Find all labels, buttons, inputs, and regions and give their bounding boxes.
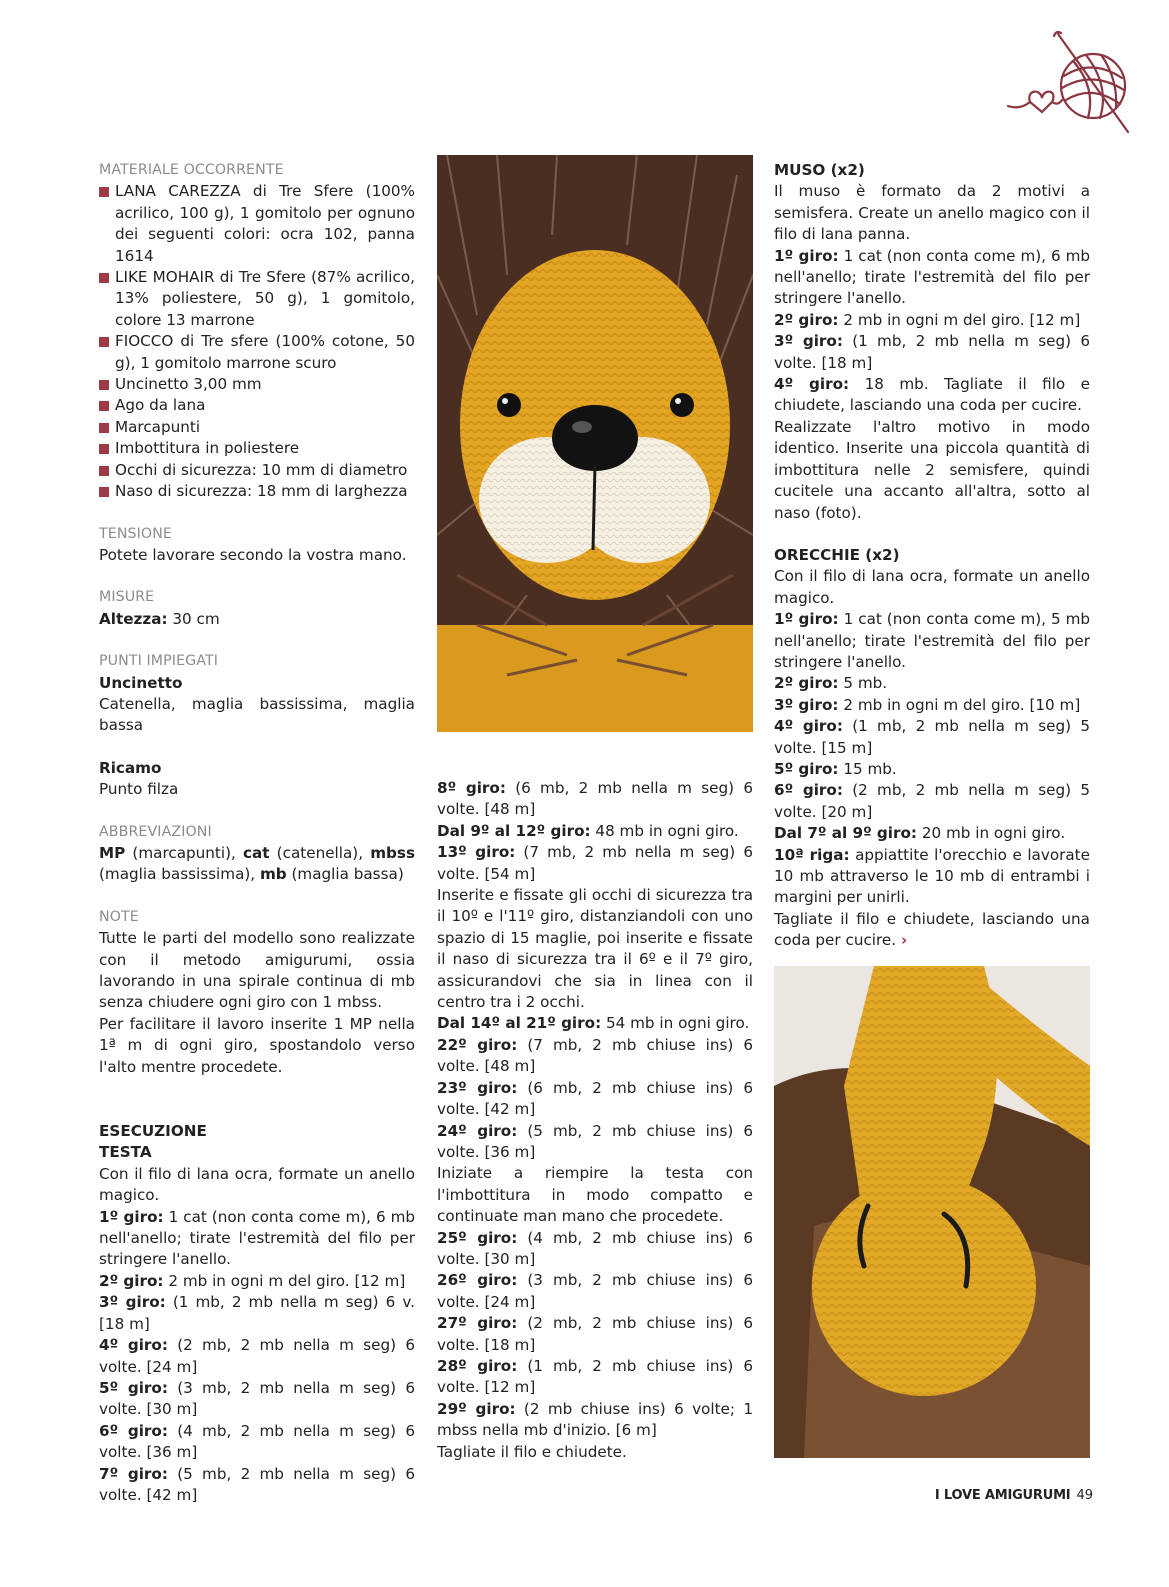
abbr-key: mbss (370, 843, 415, 862)
instruction-row (99, 1207, 415, 1271)
tension-heading: TENSIONE (99, 525, 172, 542)
row-label: 5º giro: (774, 759, 839, 778)
abbreviations-heading: ABBREVIAZIONI (99, 823, 212, 840)
row-text: (1 mb, 2 mb nella m seg) 5 volte. [15 m] (774, 717, 1090, 757)
row-text: (6 mb, 2 mb nella m seg) 6 volte. [48 m] (437, 779, 753, 819)
row-text: 1 cat (non conta come m), 6 mb nell'anello; tirate l'estremità del filo per stringere l'anello. (99, 1207, 416, 1269)
row-text: 2 mb in ogni m del giro. [10 m] (838, 695, 1081, 714)
row-text: (5 mb, 2 mb chiuse ins) 6 volte. [36 m] (437, 1121, 754, 1161)
instruction-row (774, 609, 1090, 673)
abbr-value: (catenella), (269, 843, 371, 862)
instruction-row (437, 1228, 753, 1271)
row-text: (4 mb, 2 mb chiuse ins) 6 volte. [30 m] (437, 1228, 754, 1268)
row-label: 29º giro: (437, 1399, 516, 1418)
page-number: 49 (1076, 1488, 1093, 1503)
row-text: 2 mb in ogni m del giro. [12 m] (163, 1271, 406, 1290)
row-label: 6º giro: (99, 1421, 168, 1440)
instruction-row (774, 417, 1090, 524)
muso-title: MUSO (x2) (774, 161, 865, 179)
instruction-row (774, 331, 1090, 374)
notes-text-1: Tutte le parti del modello sono realizzate con il metodo amigurumi, ossia lavorando in una spirale continua di mb senza chiudere ogni giro con 1 mbss. (99, 929, 415, 1012)
instruction-row (774, 673, 1090, 694)
list-item: Ago da lana (99, 395, 415, 416)
instruction-row (774, 310, 1090, 331)
list-item: FIOCCO di Tre sfere (100% cotone, 50 g), 1 gomitolo marrone scuro (99, 331, 415, 374)
instruction-row (774, 845, 1090, 909)
row-text: (1 mb, 2 mb chiuse ins) 6 volte. [12 m] (437, 1356, 754, 1397)
row-label: 5º giro: (99, 1378, 168, 1397)
list-item: LIKE MOHAIR di Tre Sfere (87% acrilico, 13% poliestere, 50 g), 1 gomitolo, colore 13 marrone (99, 267, 415, 331)
list-item: Uncinetto 3,00 mm (99, 374, 415, 395)
stitches-heading: PUNTI IMPIEGATI (99, 653, 218, 670)
row-label: 1º giro: (774, 610, 839, 629)
row-text: 54 mb in ogni giro. (601, 1014, 750, 1033)
row-label: 7º giro: (99, 1464, 168, 1483)
instruction-row (437, 1442, 753, 1463)
instruction-row (437, 1078, 753, 1121)
row-text: 48 mb in ogni giro. (590, 821, 739, 840)
row-text: Realizzate l'altro motivo in modo identico. Inserite una piccola quantità di imbottitura nelle 2 semisfere, quindi cucitele una accanto all'altra, sotto al naso (foto). (774, 417, 1090, 522)
list-item: Imbottitura in poliestere (99, 438, 415, 459)
list-item: Occhi di sicurezza: 10 mm di diametro (99, 460, 415, 481)
instruction-row (99, 1335, 415, 1378)
row-text: (7 mb, 2 mb nella m seg) 6 volte. [54 m] (437, 843, 753, 883)
notes-text-2: Per facilitare il lavoro inserite 1 MP nella 1ª m di ogni giro, spostandolo verso l'alto mentre procedete. (99, 1014, 415, 1076)
list-item: LANA CAREZZA di Tre Sfere (100% acrilico, 100 g), 1 gomitolo per ognuno dei seguenti colori: ocra 102, panna 1614 (99, 181, 415, 267)
row-text: (3 mb, 2 mb nella m seg) 6 volte. [30 m] (99, 1378, 415, 1419)
head-intro: Con il filo di lana ocra, formate un anello magico. (99, 1164, 415, 1205)
height-value: 30 cm (167, 609, 220, 628)
row-label: Dal 14º al 21º giro: (437, 1014, 602, 1033)
row-label: 10ª riga: (774, 845, 850, 864)
continue-arrow-icon: › (900, 931, 908, 950)
instruction-row (437, 1399, 753, 1442)
height-label: Altezza: (99, 609, 168, 628)
row-text: (5 mb, 2 mb nella m seg) 6 volte. [42 m] (99, 1464, 415, 1504)
row-label: 26º giro: (437, 1271, 518, 1290)
instruction-row (437, 1270, 753, 1313)
row-label: Dal 7º al 9º giro: (774, 824, 918, 843)
instruction-row (774, 759, 1090, 780)
embroidery-label: Ricamo (99, 758, 162, 777)
row-label: 3º giro: (774, 695, 839, 714)
instruction-row (99, 1464, 415, 1507)
row-text: (2 mb, 2 mb chiuse ins) 6 volte. [18 m] (437, 1314, 754, 1354)
row-text: (2 mb chiuse ins) 6 volte; 1 mbss nella mb d'inizio. [6 m] (437, 1399, 753, 1440)
instruction-row (437, 842, 753, 885)
row-label: 4º giro: (774, 717, 843, 736)
row-text: (2 mb, 2 mb nella m seg) 6 volte. [24 m] (99, 1336, 415, 1376)
instruction-row (99, 1421, 415, 1464)
row-text: 15 mb. (838, 759, 897, 778)
ears-end: Tagliate il filo e chiudete, lasciando una coda per cucire. (774, 909, 1090, 950)
row-text: (1 mb, 2 mb nella m seg) 6 volte. [18 m] (774, 332, 1090, 372)
row-text: (7 mb, 2 mb chiuse ins) 6 volte. [48 m] (437, 1035, 754, 1076)
ears-end-text (774, 909, 1090, 952)
row-text: (2 mb, 2 mb nella m seg) 5 volte. [20 m] (774, 781, 1090, 821)
instruction-row (774, 246, 1090, 310)
instruction-row (437, 1013, 753, 1034)
instruction-row (437, 1035, 753, 1078)
row-text: 18 mb. Tagliate il filo e chiudete, lasciando una coda per cucire. (774, 375, 1091, 415)
head-section-title: TESTA (99, 1143, 152, 1162)
ears-title: ORECCHIE (x2) (774, 545, 900, 564)
yarn-ball-heart-hook-icon (1000, 28, 1140, 140)
instruction-row (437, 1121, 753, 1164)
list-item: Naso di sicurezza: 18 mm di larghezza (99, 481, 415, 502)
row-label: 1º giro: (99, 1207, 164, 1226)
lion-leg-photo (774, 966, 1090, 1458)
materials-list (99, 181, 415, 502)
instruction-row (774, 823, 1090, 844)
row-label: 4º giro: (774, 375, 850, 394)
row-text: (4 mb, 2 mb nella m seg) 6 volte. [36 m] (99, 1421, 415, 1462)
row-label: 13º giro: (437, 843, 516, 862)
row-text: 1 cat (non conta come m), 6 mb nell'anello; tirate l'estremità del filo per stringere l'anello. (774, 246, 1091, 308)
abbr-value: (marcapunti), (125, 843, 243, 862)
row-text: 5 mb. (838, 674, 888, 693)
instruction-row (774, 695, 1090, 716)
row-label: 8º giro: (437, 779, 506, 797)
row-label: 4º giro: (99, 1336, 168, 1355)
row-label: 3º giro: (99, 1293, 166, 1312)
abbr-value: (maglia bassa) (286, 865, 404, 884)
row-text: (1 mb, 2 mb nella m seg) 6 v. [18 m] (99, 1293, 415, 1333)
notes-heading: NOTE (99, 908, 139, 925)
row-label: 24º giro: (437, 1121, 518, 1140)
row-text: Tagliate il filo e chiudete. (437, 1442, 627, 1461)
crochet-label: Uncinetto (99, 673, 183, 692)
row-label: 2º giro: (774, 674, 839, 693)
magazine-name: I LOVE AMIGURUMI (934, 1488, 1071, 1503)
row-label: 23º giro: (437, 1078, 518, 1097)
row-label: 22º giro: (437, 1035, 518, 1054)
crochet-text: Catenella, maglia bassissima, maglia bassa (99, 694, 415, 735)
instruction-row (437, 885, 753, 1013)
row-label: 3º giro: (774, 332, 843, 351)
instruction-row (774, 780, 1090, 823)
abbreviations-text (99, 843, 415, 886)
abbr-key: MP (99, 843, 126, 862)
instruction-row (99, 1271, 415, 1292)
instruction-row (437, 821, 753, 842)
instruction-row (437, 1163, 753, 1227)
execution-heading: ESECUZIONE (99, 1122, 207, 1141)
abbr-key: mb (259, 865, 287, 884)
instruction-row (437, 1313, 753, 1356)
row-label: 1º giro: (774, 246, 839, 265)
instruction-row (774, 374, 1090, 417)
instruction-row (99, 1292, 415, 1335)
page-footer (935, 1488, 1093, 1503)
column-right (774, 160, 1090, 952)
embroidery-text: Punto filza (99, 780, 179, 799)
row-text: 2 mb in ogni m del giro. [12 m] (838, 310, 1081, 329)
row-label: 27º giro: (437, 1314, 518, 1333)
row-label: 2º giro: (774, 310, 839, 329)
lion-head-photo (437, 155, 753, 732)
list-item: Marcapunti (99, 417, 415, 438)
row-label: 28º giro: (437, 1356, 518, 1375)
row-text: (3 mb, 2 mb chiuse ins) 6 volte. [24 m] (437, 1271, 754, 1311)
tension-text: Potete lavorare secondo la vostra mano. (99, 545, 407, 564)
muso-intro: Il muso è formato da 2 motivi a semisfera. Create un anello magico con il filo di lana panna. (774, 182, 1090, 244)
instruction-row (774, 716, 1090, 759)
instruction-row (437, 778, 753, 821)
instruction-row (437, 1356, 753, 1399)
abbr-key: cat (243, 843, 270, 862)
instruction-row (99, 1378, 415, 1421)
materials-heading: MATERIALE OCCORRENTE (99, 162, 284, 178)
row-text: (6 mb, 2 mb chiuse ins) 6 volte. [42 m] (437, 1078, 754, 1119)
row-text: 1 cat (non conta come m), 5 mb nell'anello; tirate l'estremità del filo per stringere l'anello. (774, 610, 1091, 671)
measures-heading: MISURE (99, 589, 155, 606)
row-label: 25º giro: (437, 1228, 518, 1247)
row-label: Dal 9º al 12º giro: (437, 821, 591, 840)
row-text: Iniziate a riempire la testa con l'imbottitura in modo compatto e continuate man mano che procedete. (437, 1164, 753, 1226)
column-middle (437, 778, 753, 1463)
column-left (99, 160, 415, 1506)
row-text: appiattite l'orecchio e lavorate 10 mb attraverso le 10 mb di entrambi i margini per unirli. (774, 845, 1090, 907)
abbr-value: (maglia bassissima), (99, 865, 260, 884)
ears-intro: Con il filo di lana ocra, formate un anello magico. (774, 567, 1090, 607)
row-text: Inserite e fissate gli occhi di sicurezza tra il 10º e l'11º giro, distanziandoli con uno spazio di 15 maglie, poi inserite e fissate il naso di sicurezza tra il 6º e il 7º giro, assicurandovi che sia in linea con il centro tra i 2 occhi. (437, 886, 753, 1012)
row-label: 2º giro: (99, 1271, 164, 1290)
row-text: 20 mb in ogni giro. (917, 824, 1066, 843)
row-label: 6º giro: (774, 781, 843, 800)
height-line (99, 609, 415, 630)
